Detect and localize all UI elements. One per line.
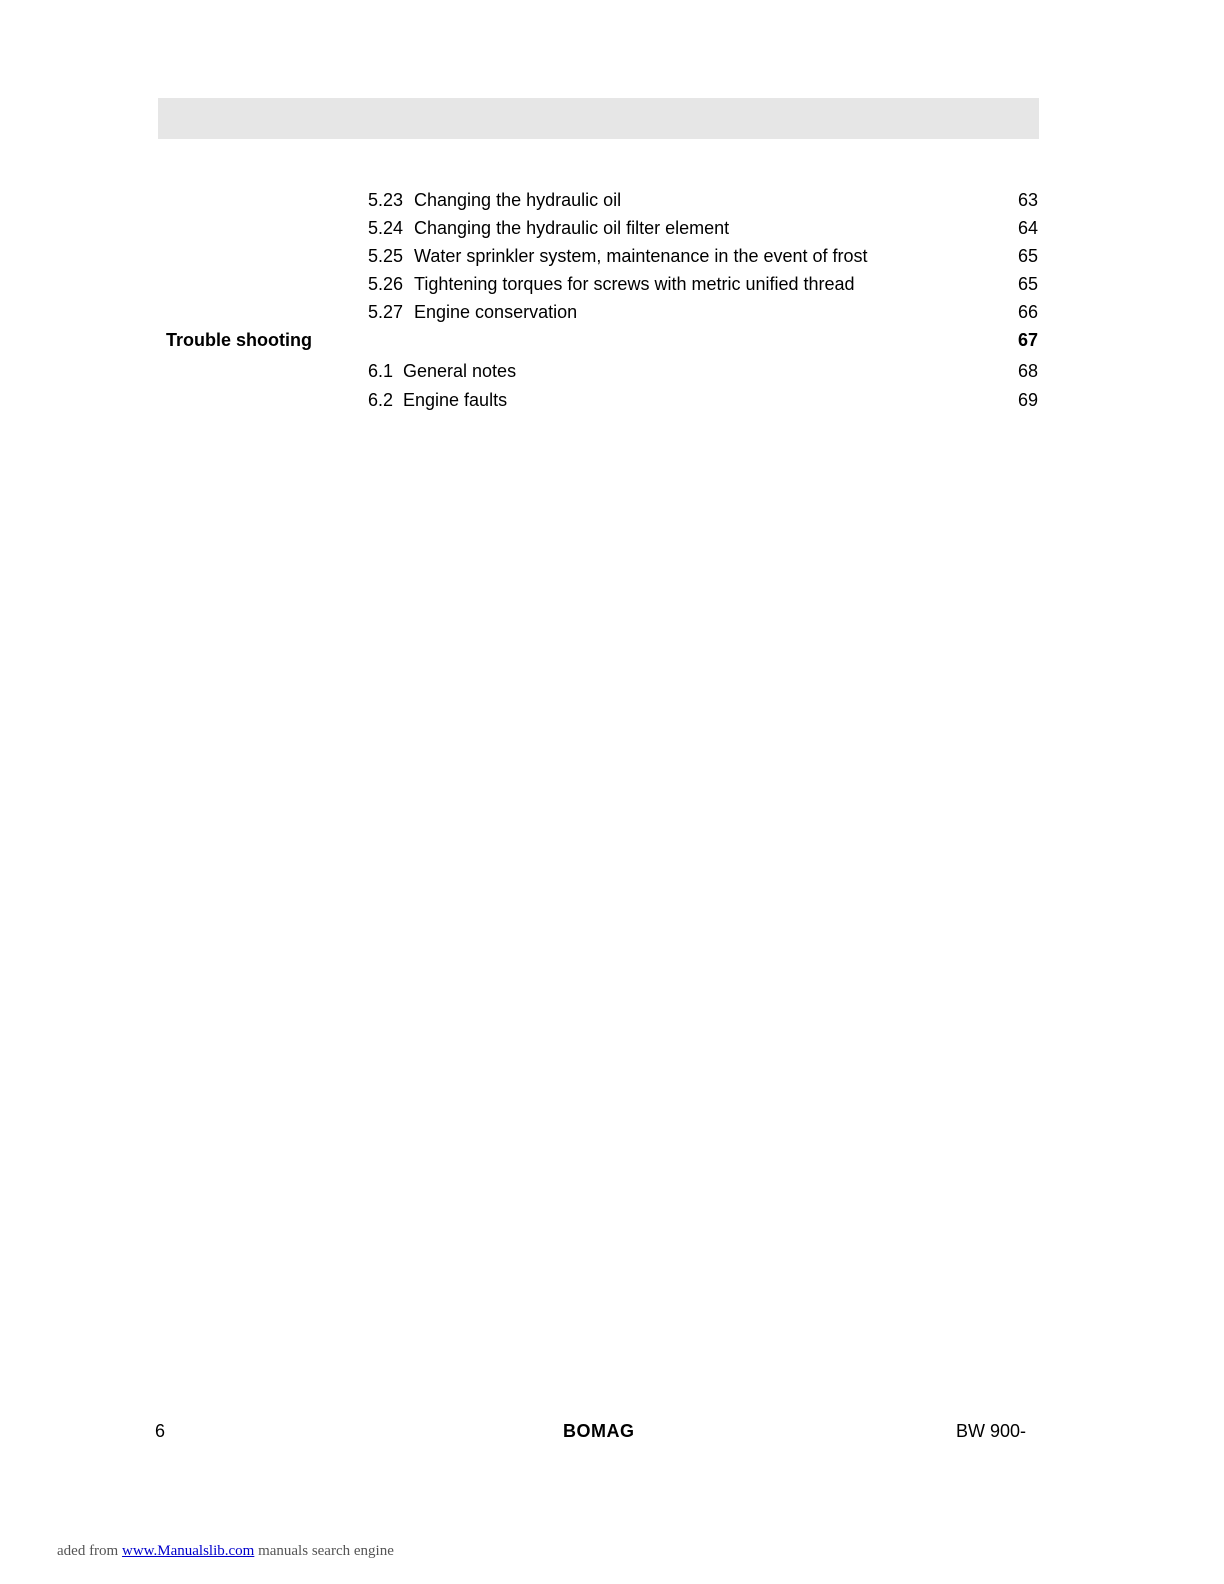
toc-entry-number: 5.25 (368, 246, 404, 266)
toc-entry-title: Water sprinkler system, maintenance in the event of frost (414, 246, 868, 266)
source-line-prefix: aded from (57, 1543, 119, 1559)
toc-entry-page: 65 (1017, 246, 1038, 266)
toc-entry-number: 5.27 (368, 302, 404, 322)
toc-chapter-title: Trouble shooting (166, 330, 312, 350)
toc-entry-page: 65 (1017, 274, 1038, 294)
toc-entry[interactable] (0, 187, 1224, 213)
footer-model: BW 900- (956, 1421, 1027, 1441)
toc-entry-number: 5.23 (368, 190, 404, 210)
header-band (158, 98, 1039, 139)
toc-entry-title: Changing the hydraulic oil filter element (414, 218, 730, 238)
footer-page-number: 6 (155, 1421, 166, 1441)
toc-entry-title: Changing the hydraulic oil (414, 190, 622, 210)
source-line (57, 1541, 394, 1561)
toc-entry-title: Tightening torques for screws with metric unified thread (414, 274, 855, 294)
toc-entry-number: 5.26 (368, 274, 404, 294)
toc-entry-page: 64 (1017, 218, 1038, 238)
toc-entry-title: General notes (403, 361, 517, 381)
toc-chapter-entry[interactable] (0, 327, 1224, 353)
toc-entry-page: 69 (1017, 390, 1038, 410)
toc-entry[interactable] (0, 358, 1224, 384)
toc-entry[interactable] (0, 387, 1224, 413)
toc-entry-number: 6.2 (368, 390, 394, 410)
source-line-suffix: manuals search engine (258, 1543, 394, 1559)
footer-brand: BOMAG (563, 1421, 635, 1441)
toc-entry-number: 6.1 (368, 361, 394, 381)
toc-chapter-page: 67 (1017, 330, 1038, 350)
toc-entry-title: Engine conservation (414, 302, 578, 322)
toc-entry[interactable] (0, 299, 1224, 325)
toc-entry-title: Engine faults (403, 390, 508, 410)
source-link[interactable]: www.Manualslib.com (121, 1543, 255, 1559)
toc-entry-page: 66 (1017, 302, 1038, 322)
toc-entry[interactable] (0, 271, 1224, 297)
toc-entry-number: 5.24 (368, 218, 404, 238)
toc-entry-page: 68 (1017, 361, 1038, 381)
toc-entry-page: 63 (1017, 190, 1038, 210)
toc-entry[interactable] (0, 215, 1224, 241)
toc-entry[interactable] (0, 243, 1224, 269)
